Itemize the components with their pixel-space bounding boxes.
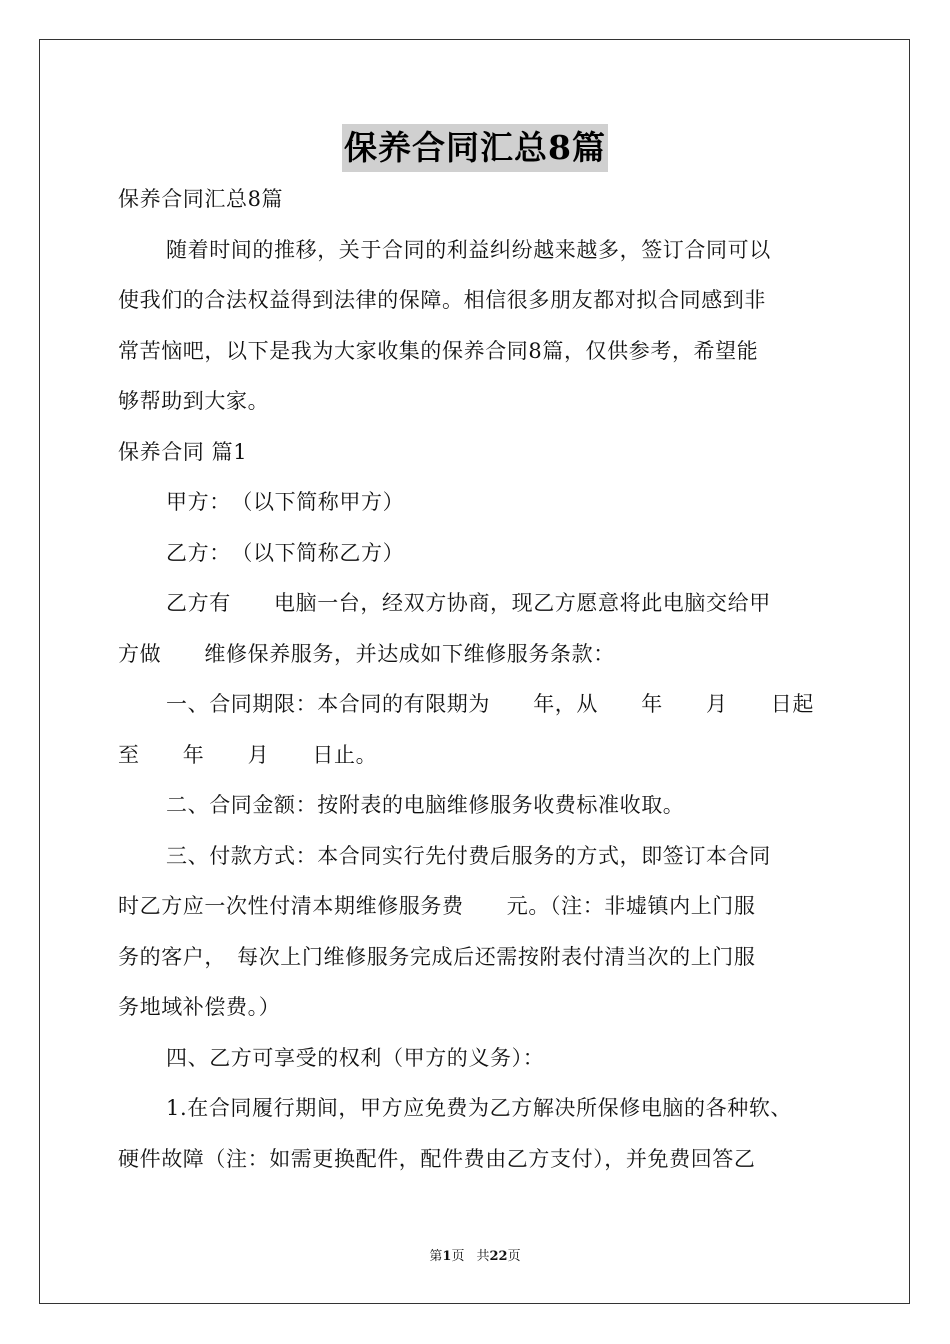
body-line: 乙方： （以下简称乙方） xyxy=(166,540,405,565)
body-line: 三、付款方式：本合同实行先付费后服务的方式，即签订本合同 xyxy=(166,843,771,868)
footer-page-number: 1 xyxy=(442,1249,452,1264)
body-line: 务地域补偿费。） xyxy=(118,995,281,1019)
footer-page-suffix: 页 xyxy=(451,1249,465,1264)
body-line: 甲方： （以下简称甲方） xyxy=(166,490,405,514)
body-line: 使我们的合法权益得到法律的保障。相信很多朋友都对拟合同感到非 xyxy=(118,288,766,312)
footer-total-pages: 22 xyxy=(489,1249,508,1264)
body-line: 务的客户， 每次上门维修服务完成后还需按附表付清当次的上门服 xyxy=(118,944,756,969)
body-line: 方做 维修保养服务，并达成如下维修服务条款： xyxy=(118,641,615,666)
document-body xyxy=(118,174,834,1184)
body-line: 够帮助到大家。 xyxy=(118,389,270,413)
body-line: 时乙方应一次性付清本期维修服务费 元。（注：非墟镇内上门服 xyxy=(118,894,756,918)
footer-total-prefix: 共 xyxy=(476,1249,490,1264)
footer-page-prefix: 第 xyxy=(429,1249,443,1264)
body-line: 1.在合同履行期间，甲方应免费为乙方解决所保修电脑的各种软、 xyxy=(166,1096,793,1120)
body-line: 至 年 月 日止。 xyxy=(118,742,378,767)
document-title: 保养合同汇总8篇 xyxy=(342,124,608,172)
body-line: 保养合同汇总8篇 xyxy=(118,187,284,211)
body-line: 二、合同金额：按附表的电脑维修服务收费标准收取。 xyxy=(166,793,685,817)
body-line: 保养合同 篇1 xyxy=(118,439,248,464)
footer-total-suffix: 页 xyxy=(507,1249,521,1264)
title-container xyxy=(0,124,950,172)
body-line: 随着时间的推移，关于合同的利益纠纷越来越多，签订合同可以 xyxy=(166,237,771,262)
body-line: 四、乙方可享受的权利（甲方的义务）： xyxy=(166,1045,545,1070)
body-line: 硬件故障（注：如需更换配件，配件费由乙方支付），并免费回答乙 xyxy=(118,1146,756,1171)
body-line: 常苦恼吧，以下是我为大家收集的保养合同8篇，仅供参考，希望能 xyxy=(118,338,759,363)
body-line: 乙方有 电脑一台，经双方协商，现乙方愿意将此电脑交给甲 xyxy=(166,591,771,615)
body-line: 一、合同期限：本合同的有限期为 年，从 年 月 日起 xyxy=(166,692,814,716)
page-footer xyxy=(0,1245,950,1264)
